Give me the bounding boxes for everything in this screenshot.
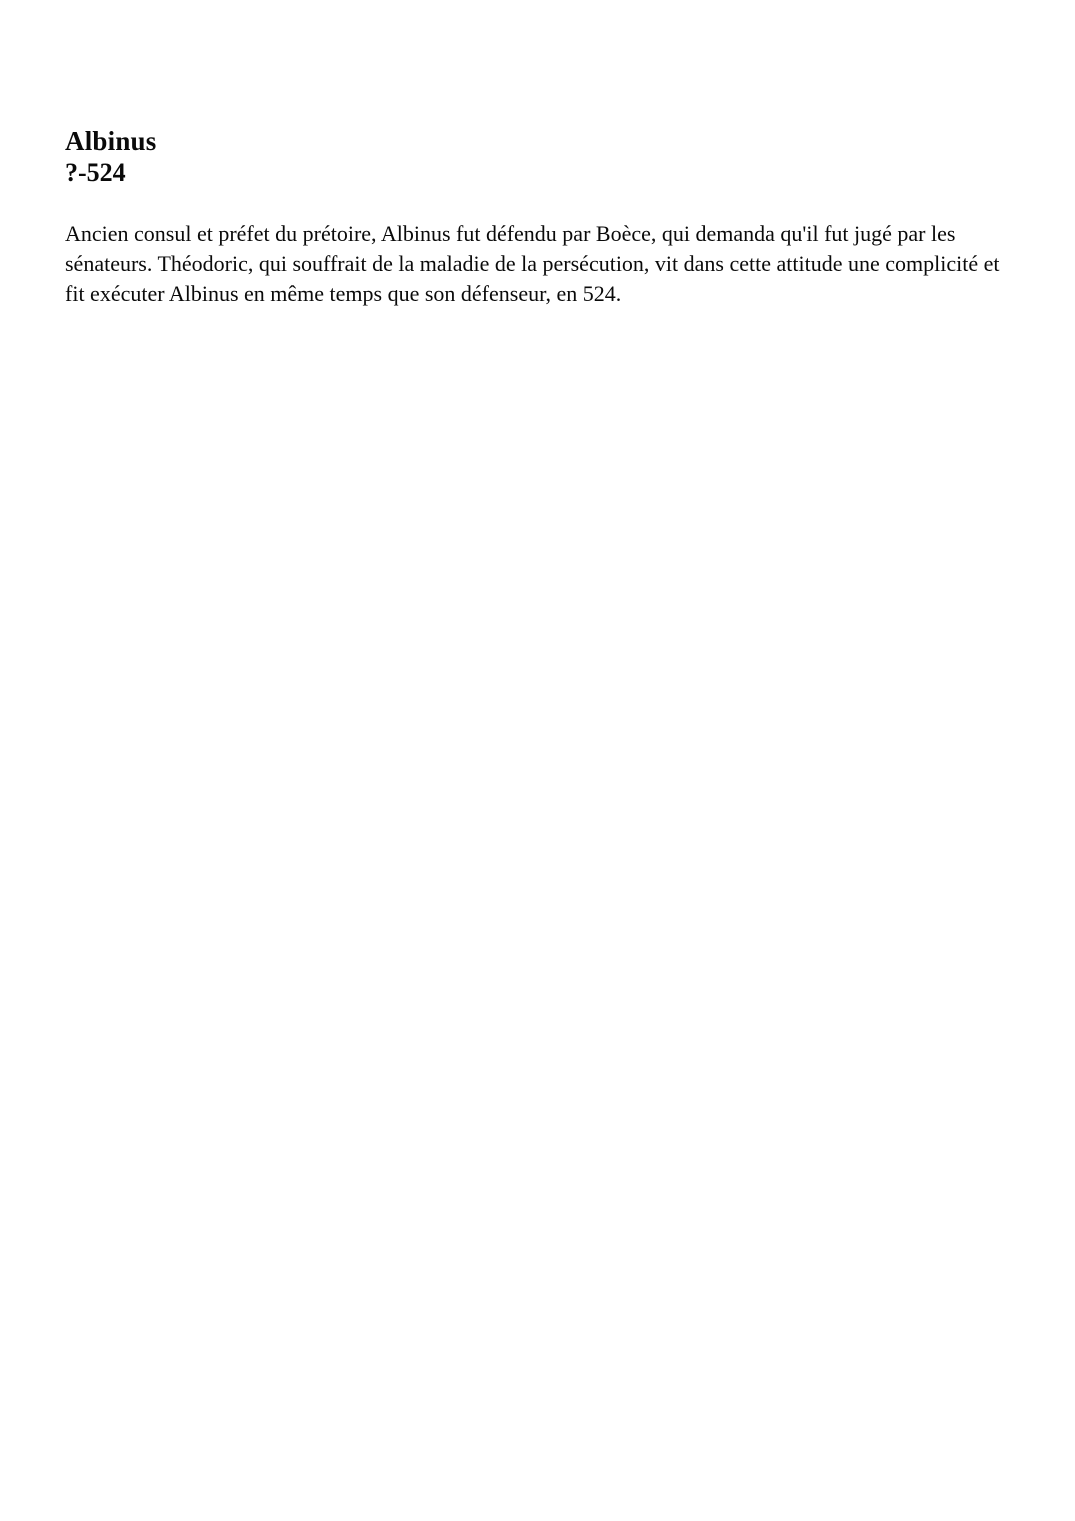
lifespan-subtitle: ?-524 — [65, 158, 126, 187]
page-title: Albinus — [65, 126, 157, 156]
biography-paragraph: Ancien consul et préfet du prétoire, Albinus fut défendu par Boèce, qui demanda qu'il fut jugé par les sénateurs. Théodoric, qui souffrait de la maladie de la persécution, vit dans cette attitude une complicité et fit exécuter Albinus en même temps que son défenseur, en 524. — [65, 221, 1000, 306]
document-content — [65, 126, 1000, 309]
